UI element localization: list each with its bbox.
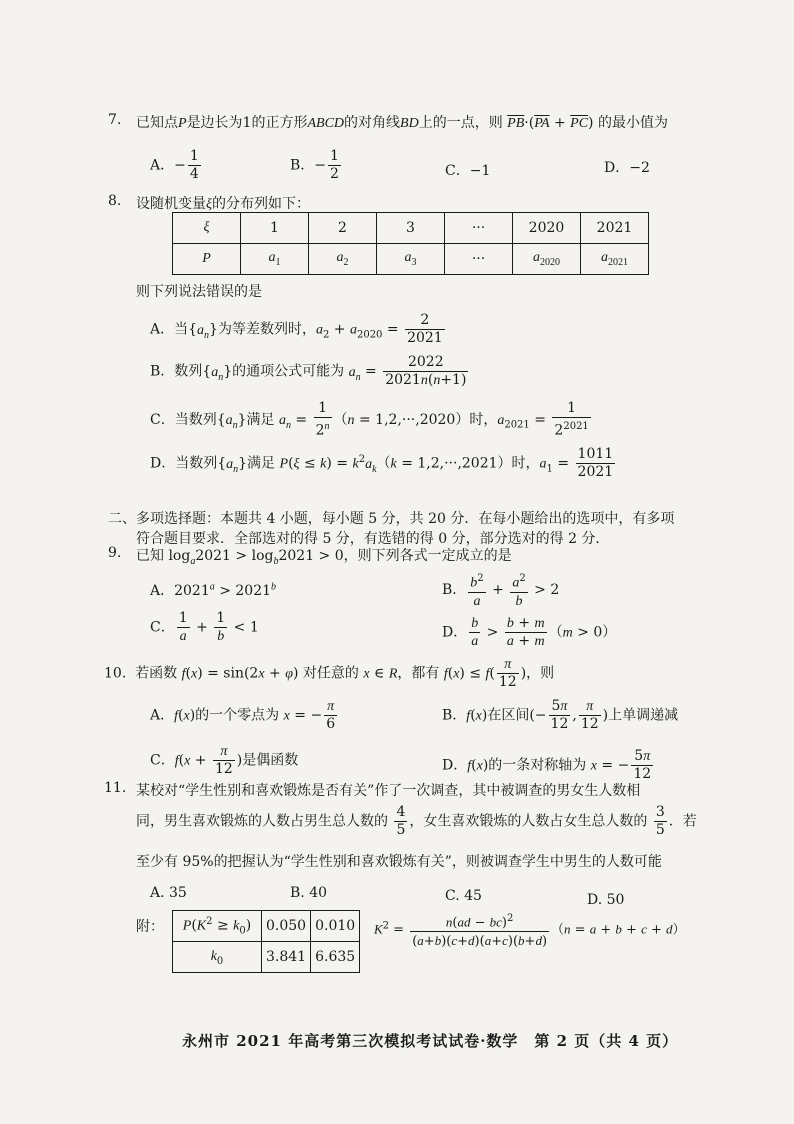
table-cell: $a_1$: [241, 244, 309, 275]
q7-option-a: A．− $\frac{1}{4}$: [150, 148, 199, 182]
table-cell: ···: [445, 244, 513, 275]
q7-option-b: B．− $\frac{1}{2}$: [290, 148, 339, 182]
q10-stem: 10. 若函数 f(x) = sin(2x + φ) 对任意的 x ∈ R，都有 f(x) ≤ f( $\frac{\pi}{12}$ )，则: [104, 657, 555, 690]
table-cell: ξ: [173, 213, 241, 244]
table-cell: 3.841: [262, 942, 311, 973]
q11-k2-formula: $K^2$ = $\frac{n(ad - bc)^2}{(a+b)(c+d)(a+c)(b+d)}$ （n = a + b + c + d）: [374, 910, 686, 950]
q7-number: 7.: [108, 112, 122, 128]
table-cell: $a_{2020}$: [513, 244, 581, 275]
table-cell: $P(K^2 \ge k_0)$: [173, 911, 262, 942]
section-2-line-2: 符合题目要求．全部选对的得 5 分，有选错的得 0 分，部分选对的得 2 分．: [136, 531, 610, 547]
q9-number: 9.: [108, 545, 122, 561]
table-cell: ···: [445, 213, 513, 244]
q8-option-c: C．当数列$\{a_n\}$满足 $a_n$ = $\frac{1}{2^n}$ （n = 1,2,···,2020）时，$a_{2021}$ = $\frac{1}{2^{2021}}$: [150, 400, 589, 439]
q8-ask: 则下列说法错误的是: [136, 284, 262, 300]
q8-stem: 设随机变量ξ的分布列如下：: [136, 196, 310, 212]
table-cell: 2020: [513, 213, 581, 244]
q11-critical-value-table: [172, 910, 360, 973]
table-cell: $k_0$: [173, 942, 262, 973]
q11-line-3: 至少有 95%的把握认为“学生性别和喜欢锻炼有关”，则被调查学生中男生的人数可能: [136, 854, 662, 870]
q8-number: 8.: [108, 193, 122, 209]
table-cell: 1: [241, 213, 309, 244]
page-footer: 永州市 2021 年高考第三次模拟考试试卷·数学 第 2 页（共 4 页）: [182, 1032, 679, 1050]
table-cell: 0.050: [262, 911, 311, 942]
q8-option-d: D．当数列$\{a_n\}$满足 $P(\xi \le k) = k^2a_k(k = 1,2,\cdot\cdot\cdot,2021)$时，$a_1$ = $\frac{1011}{2021}$: [150, 446, 614, 480]
q8-option-b: B．数列$\{a_n\}$的通项公式可能为 $a_n$ = $\frac{2022}{2021n(n+1)}$: [150, 354, 467, 388]
q7-stem: 已知点P是边长为1的正方形ABCD的对角线BD上的一点，则 $\overline{PB}\cdot(\overline{PA} + \overline{PC})$ 的最小值为: [136, 115, 668, 131]
q11-option-d: D. 50: [587, 892, 625, 908]
q10-number: 10.: [104, 665, 127, 682]
table-cell: P: [173, 244, 241, 275]
q10-option-d: D．f(x)的一条对称轴为 x = − $\frac{5\pi}{12}$: [442, 748, 652, 782]
table-cell: 0.010: [311, 911, 360, 942]
q11-option-c: C. 45: [445, 888, 482, 904]
q10-option-c: C．f(x + $\frac{\pi}{12}$ )是偶函数: [150, 744, 299, 777]
q11-option-b: B. 40: [290, 885, 328, 901]
q9-stem: 已知 $\log_a2021 > \log_b2021 > 0$，则下列各式一定成立的是: [136, 548, 512, 567]
q11-number: 11.: [104, 780, 127, 796]
q11-line-1: 某校对“学生性别和喜欢锻炼是否有关”作了一次调查，其中被调查的男女生人数相: [136, 783, 641, 799]
table-cell: $a_2$: [309, 244, 377, 275]
q9-option-c: C． $\frac{1}{a}$ + $\frac{1}{b}$ < 1: [150, 610, 259, 644]
table-row: [173, 911, 360, 942]
table-cell: 3: [377, 213, 445, 244]
table-row: [173, 942, 360, 973]
q7-option-c: C．−1: [445, 163, 491, 179]
q8-distribution-table: [172, 212, 649, 275]
q11-line-2: 同，男生喜欢锻炼的人数占男生总人数的 $\frac{4}{5}$ ，女生喜欢锻炼的人数占女生总人数的 $\frac{3}{5}$ ．若: [136, 804, 697, 838]
table-cell: $a_{2021}$: [581, 244, 649, 275]
table-cell: 2021: [581, 213, 649, 244]
section-2-line-1: 二、多项选择题：本题共 4 小题，每小题 5 分，共 20 分．在每小题给出的选项中，有多项: [108, 511, 675, 527]
table-cell: $a_3$: [377, 244, 445, 275]
table-row: [173, 213, 649, 244]
q9-option-a: A．$2021^a > 2021^b$: [150, 581, 277, 599]
q10-option-b: B．f(x)在区间(− $\frac{5\pi}{12}$ , $\frac{\pi}{12}$ )上单调递减: [442, 698, 679, 732]
table-row: [173, 244, 649, 275]
table-cell: 6.635: [311, 942, 360, 973]
q9-option-b: B． $\frac{b^2}{a}$ + $\frac{a^2}{b}$ > 2: [442, 570, 559, 610]
q7-option-d: D．−2: [604, 160, 650, 176]
q11-appendix-label: 附：: [136, 919, 164, 935]
q11-option-a: A. 35: [150, 885, 187, 901]
q10-option-a: A．f(x)的一个零点为 x = − $\frac{\pi}{6}$: [150, 699, 336, 732]
q9-option-d: D． $\frac{b}{a}$ > $\frac{b + m}{a + m}$ （m > 0）: [442, 615, 617, 649]
q8-option-a: A．当$\{a_n\}$为等差数列时，$a_2 + a_{2020}$ = $\frac{2}{2021}$: [150, 312, 443, 346]
table-cell: 2: [309, 213, 377, 244]
